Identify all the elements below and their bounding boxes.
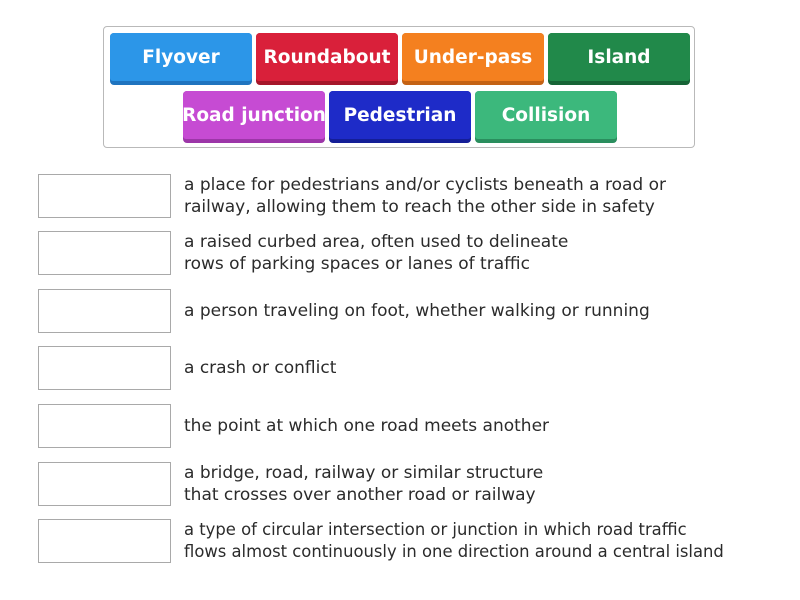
answer-drop-box[interactable] (38, 519, 171, 563)
tile-label: Pedestrian (343, 104, 457, 126)
tile-roundabout[interactable] (256, 33, 398, 85)
definition-text: a type of circular intersection or junction in which road traffic flows almost continuously in one direction around a central island (184, 520, 724, 561)
tile-label: Flyover (142, 46, 220, 68)
tile-collision[interactable] (475, 91, 617, 143)
tile-label: Collision (501, 104, 591, 126)
tile-pedestrian[interactable] (329, 91, 471, 143)
tile-label: Roundabout (263, 46, 391, 68)
answer-drop-box[interactable] (38, 462, 171, 506)
definition-text: a place for pedestrians and/or cyclists beneath a road or railway, allowing them to reach the other side in safety (184, 175, 667, 217)
match-row (38, 519, 778, 563)
answer-drop-box[interactable] (38, 346, 171, 390)
definition-text: a person traveling on foot, whether walking or running (184, 301, 650, 321)
answer-drop-box[interactable] (38, 174, 171, 218)
tile-label: Island (587, 46, 651, 68)
definition-text: the point at which one road meets another (184, 416, 550, 436)
answer-drop-box[interactable] (38, 289, 171, 333)
match-row (38, 404, 778, 448)
tile-label: Road junction (182, 104, 326, 126)
match-row (38, 231, 778, 275)
match-row (38, 289, 778, 333)
definition-text: a raised curbed area, often used to delineate rows of parking spaces or lanes of traffic (184, 232, 569, 274)
match-row (38, 346, 778, 390)
match-row (38, 462, 778, 506)
definition-text: a bridge, road, railway or similar structure that crosses over another road or railway (184, 463, 544, 505)
tile-road-junction[interactable] (183, 91, 325, 143)
match-row (38, 174, 778, 218)
tile-label: Under-pass (413, 46, 533, 68)
tile-island[interactable] (548, 33, 690, 85)
answer-drop-box[interactable] (38, 404, 171, 448)
tile-flyover[interactable] (110, 33, 252, 85)
answer-tile-bank (103, 26, 695, 148)
definition-text: a crash or conflict (184, 358, 337, 378)
tile-under-pass[interactable] (402, 33, 544, 85)
answer-drop-box[interactable] (38, 231, 171, 275)
